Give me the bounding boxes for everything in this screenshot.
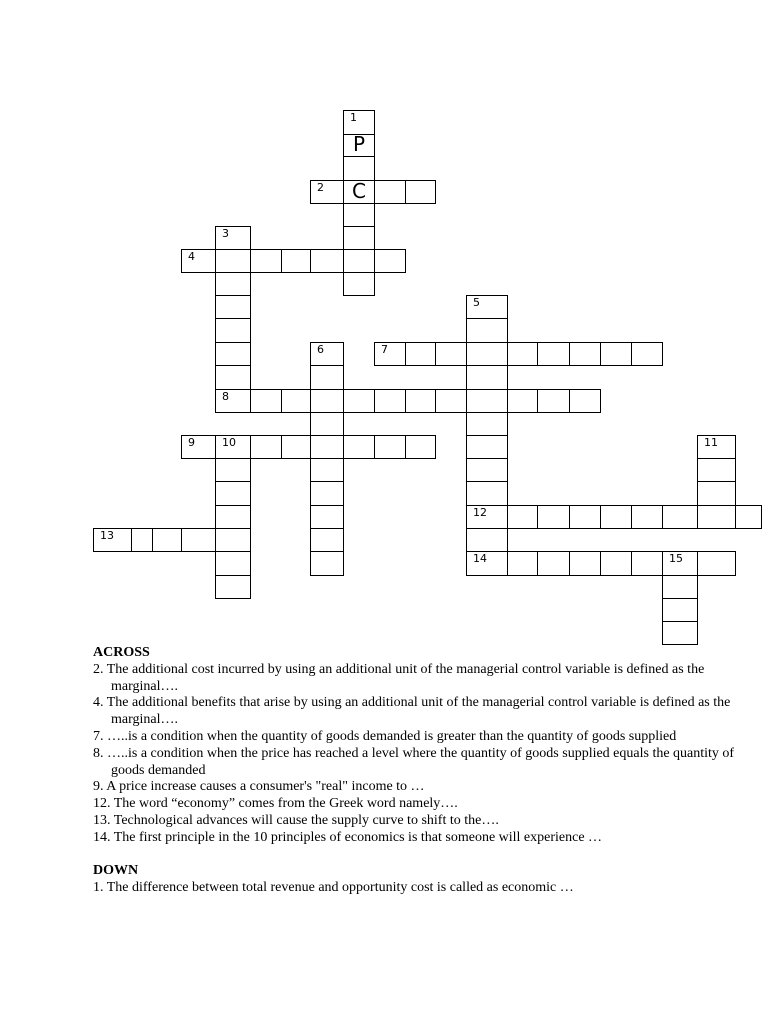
grid-cell[interactable] — [310, 389, 344, 413]
grid-cell[interactable] — [507, 505, 538, 529]
grid-cell[interactable] — [281, 249, 311, 273]
grid-cell[interactable] — [466, 435, 508, 459]
grid-cell[interactable] — [466, 551, 508, 576]
grid-cell[interactable] — [215, 389, 251, 413]
clue-number: 9 — [188, 436, 195, 449]
grid-cell[interactable] — [537, 505, 570, 529]
grid-cell[interactable] — [600, 551, 632, 576]
grid-cell[interactable] — [310, 249, 344, 273]
grid-cell[interactable] — [310, 481, 344, 506]
grid-cell[interactable] — [466, 389, 508, 413]
grid-cell[interactable] — [662, 551, 698, 576]
grid-cell[interactable] — [735, 505, 762, 529]
grid-cell[interactable] — [466, 295, 508, 319]
grid-cell[interactable] — [569, 505, 601, 529]
grid-cell[interactable] — [310, 180, 344, 204]
grid-cell[interactable] — [152, 528, 182, 552]
grid-cell[interactable] — [215, 295, 251, 319]
grid-cell[interactable] — [466, 318, 508, 343]
clue-number: 12 — [473, 506, 487, 519]
grid-cell[interactable] — [215, 575, 251, 599]
grid-cell[interactable] — [343, 249, 375, 273]
grid-cell[interactable] — [600, 342, 632, 366]
grid-cell[interactable] — [662, 505, 698, 529]
grid-cell[interactable] — [215, 272, 251, 296]
grid-cell[interactable] — [310, 505, 344, 529]
grid-cell[interactable] — [215, 528, 251, 552]
grid-cell[interactable] — [697, 551, 736, 576]
grid-cell[interactable] — [343, 389, 375, 413]
grid-cell[interactable] — [250, 389, 282, 413]
grid-cell[interactable] — [697, 435, 736, 459]
grid-cell[interactable] — [697, 505, 736, 529]
grid-cell[interactable] — [466, 365, 508, 390]
down-heading: DOWN — [93, 863, 139, 879]
grid-cell[interactable] — [250, 249, 282, 273]
grid-cell[interactable] — [181, 249, 216, 273]
grid-cell[interactable] — [215, 505, 251, 529]
grid-cell[interactable] — [507, 342, 538, 366]
clue-number: 6 — [317, 343, 324, 356]
across-clue-4: 4. The additional benefits that arise by using an additional unit of the managerial control variable is defined as the marginal…. — [93, 695, 731, 728]
grid-cell[interactable] — [181, 528, 216, 552]
grid-cell[interactable] — [310, 528, 344, 552]
grid-cell[interactable] — [343, 180, 375, 204]
clues-section — [93, 645, 753, 897]
grid-cell[interactable] — [310, 365, 344, 390]
grid-cell[interactable] — [569, 389, 601, 413]
grid-cell[interactable] — [466, 505, 508, 529]
grid-cell[interactable] — [215, 226, 251, 250]
grid-cell[interactable] — [507, 551, 538, 576]
clue-number: 15 — [669, 552, 683, 565]
grid-cell[interactable] — [281, 389, 311, 413]
grid-cell[interactable] — [435, 389, 467, 413]
grid-cell[interactable] — [343, 272, 375, 296]
grid-cell[interactable] — [215, 318, 251, 343]
across-clue-2: 2. The additional cost incurred by using an additional unit of the managerial control variable is defined as the marginal…. — [93, 661, 705, 694]
grid-cell[interactable] — [405, 435, 436, 459]
clue-number: 10 — [222, 436, 236, 449]
grid-cell[interactable] — [374, 342, 406, 366]
grid-cell[interactable] — [697, 481, 736, 506]
grid-cell[interactable] — [215, 481, 251, 506]
grid-cell[interactable] — [310, 551, 344, 576]
clue-number: 3 — [222, 227, 229, 240]
across-heading: ACROSS — [93, 645, 150, 660]
grid-cell[interactable] — [466, 528, 508, 552]
grid-cell[interactable] — [569, 342, 601, 366]
clue-number: 5 — [473, 296, 480, 309]
grid-cell[interactable] — [662, 621, 698, 645]
grid-cell[interactable] — [466, 342, 508, 366]
grid-cell[interactable] — [600, 505, 632, 529]
across-clue-9: 9. A price increase causes a consumer's "real" income to … — [93, 779, 425, 795]
grid-cell[interactable] — [374, 389, 406, 413]
grid-cell[interactable] — [405, 180, 436, 204]
grid-cell[interactable] — [466, 458, 508, 482]
grid-cell[interactable] — [310, 435, 344, 459]
grid-cell[interactable] — [343, 134, 375, 157]
clue-number: 4 — [188, 250, 195, 263]
grid-cell[interactable] — [215, 249, 251, 273]
grid-cell[interactable] — [215, 435, 251, 459]
grid-cell[interactable] — [662, 598, 698, 622]
grid-cell[interactable] — [343, 435, 375, 459]
grid-cell[interactable] — [435, 342, 467, 366]
down-clue-1: 1. The difference between total revenue and opportunity cost is called as economic … — [93, 880, 574, 896]
clue-number: 2 — [317, 181, 324, 194]
grid-cell[interactable] — [466, 481, 508, 506]
filled-letter: C — [352, 179, 366, 203]
across-clue-14: 14. The first principle in the 10 principles of economics is that someone will experience … — [93, 829, 603, 845]
grid-cell[interactable] — [374, 180, 406, 204]
grid-cell[interactable] — [310, 342, 344, 366]
grid-cell[interactable] — [507, 389, 538, 413]
clue-number: 11 — [704, 436, 718, 449]
grid-cell[interactable] — [343, 156, 375, 181]
across-clue-12: 12. The word “economy” comes from the Greek word namely…. — [93, 796, 458, 812]
grid-cell[interactable] — [343, 203, 375, 227]
grid-cell[interactable] — [215, 365, 251, 390]
grid-cell[interactable] — [631, 505, 663, 529]
grid-cell[interactable] — [537, 342, 570, 366]
grid-cell[interactable] — [662, 575, 698, 599]
grid-cell[interactable] — [215, 342, 251, 366]
grid-cell[interactable] — [466, 412, 508, 436]
across-clue-8: 8. …..is a condition when the price has reached a level where the quantity of goods supplied equals the quantity of goods demanded — [93, 745, 735, 778]
grid-cell[interactable] — [374, 435, 406, 459]
grid-cell[interactable] — [569, 551, 601, 576]
grid-cell[interactable] — [131, 528, 153, 552]
grid-cell[interactable] — [374, 249, 406, 273]
clue-number: 13 — [100, 529, 114, 542]
grid-cell[interactable] — [405, 389, 436, 413]
grid-cell[interactable] — [93, 528, 132, 552]
grid-cell[interactable] — [631, 342, 663, 366]
grid-cell[interactable] — [215, 458, 251, 482]
grid-cell[interactable] — [537, 551, 570, 576]
grid-cell[interactable] — [310, 458, 344, 482]
grid-cell[interactable] — [310, 412, 344, 436]
clue-number: 1 — [350, 111, 357, 124]
clue-number: 7 — [381, 343, 388, 356]
grid-cell[interactable] — [181, 435, 216, 459]
filled-letter: P — [352, 132, 366, 156]
across-clue-13: 13. Technological advances will cause the supply curve to shift to the…. — [93, 812, 499, 828]
grid-cell[interactable] — [537, 389, 570, 413]
grid-cell[interactable] — [631, 551, 663, 576]
grid-cell[interactable] — [697, 458, 736, 482]
grid-cell[interactable] — [215, 551, 251, 576]
grid-cell[interactable] — [343, 226, 375, 250]
grid-cell[interactable] — [405, 342, 436, 366]
grid-cell[interactable] — [281, 435, 311, 459]
clue-number: 8 — [222, 390, 229, 403]
grid-cell[interactable] — [250, 435, 282, 459]
across-clue-7: 7. …..is a condition when the quantity of goods demanded is greater than the quantity of goods supplied — [93, 728, 677, 744]
clue-number: 14 — [473, 552, 487, 565]
